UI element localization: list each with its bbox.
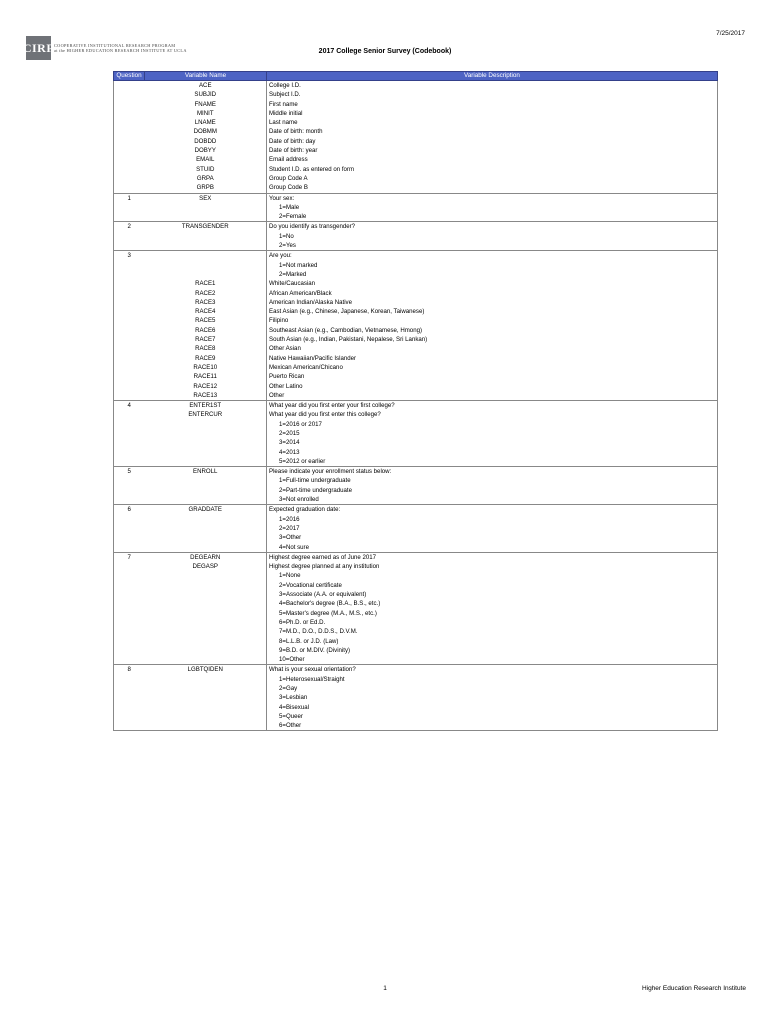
variable-description: Date of birth: month — [269, 128, 323, 136]
variable-name-cell — [145, 251, 267, 401]
response-option: 10=Other — [279, 656, 305, 664]
variable-description: Other Asian — [269, 345, 301, 353]
question-number: 1 — [114, 193, 145, 222]
variable-description: Puerto Rican — [269, 373, 305, 381]
response-option: 1=Not marked — [279, 261, 318, 269]
response-option: 5=2012 or earlier — [279, 457, 326, 465]
variable-name — [145, 515, 267, 524]
response-option: 4=Bisexual — [279, 703, 309, 711]
variable-description: College I.D. — [269, 82, 301, 89]
variable-name-cell — [145, 222, 267, 251]
variable-description: Are you: — [269, 252, 292, 260]
question-number: 7 — [114, 552, 145, 665]
response-option: 2=Marked — [279, 270, 307, 278]
variable-name: TRANSGENDER — [181, 223, 229, 231]
response-option: 2=Yes — [279, 242, 296, 250]
variable-name-cell — [145, 505, 267, 552]
variable-description-cell — [267, 222, 718, 251]
variable-description-cell — [267, 193, 718, 222]
response-option: 7=M.D., D.O., D.D.S., D.V.M. — [279, 628, 358, 636]
variable-name-cell — [145, 193, 267, 222]
response-option: 4=Not sure — [279, 543, 309, 551]
logo-mark: CIRP — [26, 36, 51, 60]
variable-description: What year did you first enter your first college? — [269, 402, 395, 410]
variable-description: Filipino — [269, 317, 289, 325]
response-option: 2=Gay — [279, 685, 298, 692]
response-option: 1=None — [279, 572, 301, 580]
question-group-row — [114, 552, 718, 665]
variable-name — [145, 627, 267, 636]
response-option: 2=2017 — [279, 524, 300, 532]
codebook-table — [113, 71, 718, 731]
variable-name: ACE — [198, 82, 212, 89]
question-number: 4 — [114, 401, 145, 467]
variable-name: ENTER1ST — [189, 402, 222, 410]
response-option: 3=Associate (A.A. or equivalent) — [279, 591, 367, 599]
column-header-question: Question — [114, 72, 145, 81]
response-option: 1=2016 — [279, 515, 300, 523]
response-option: 3=Lesbian — [279, 694, 308, 702]
variable-description: Native Hawaiian/Pacific Islander — [269, 354, 357, 362]
variable-name — [145, 703, 267, 712]
response-option: 3=Not enrolled — [279, 496, 319, 504]
table-header-row — [114, 72, 718, 81]
variable-name — [145, 581, 267, 590]
variable-name: RACE9 — [195, 354, 216, 362]
variable-name: FNAME — [194, 100, 216, 108]
question-group-row — [114, 401, 718, 467]
response-option: 9=B.D. or M.DIV. (Divinity) — [279, 646, 351, 654]
response-option: 2=Vocational certificate — [279, 581, 342, 589]
variable-description: White/Caucasian — [269, 280, 316, 288]
variable-name-cell — [145, 552, 267, 665]
variable-description: Southeast Asian (e.g., Cambodian, Vietnamese, Hmong) — [269, 326, 422, 334]
question-group-row — [114, 251, 718, 401]
variable-description: Student I.D. as entered on form — [269, 165, 355, 173]
variable-description: What year did you first enter this college? — [269, 411, 381, 419]
variable-name: GRPA — [196, 174, 214, 182]
variable-description: Highest degree planned at any institution — [269, 563, 380, 571]
variable-name — [145, 675, 267, 684]
variable-description: Highest degree earned as of June 2017 — [269, 553, 377, 561]
question-group-row — [114, 193, 718, 222]
variable-name: RACE10 — [193, 363, 218, 371]
variable-name: LNAME — [194, 119, 216, 127]
variable-name — [145, 448, 267, 457]
variable-description: Expected graduation date: — [269, 506, 341, 514]
variable-name: RACE7 — [195, 336, 216, 344]
variable-description: Group Code B — [269, 184, 308, 192]
variable-name — [145, 429, 267, 438]
response-option: 6=Ph.D. or Ed.D. — [279, 618, 326, 626]
response-option: 4=2013 — [279, 448, 300, 456]
variable-name: RACE11 — [193, 373, 217, 381]
variable-name — [145, 646, 267, 655]
variable-description: East Asian (e.g., Chinese, Japanese, Korean, Taiwanese) — [269, 308, 425, 316]
variable-name: RACE4 — [195, 308, 216, 316]
variable-name: ENROLL — [193, 468, 218, 476]
response-option: 8=L.L.B. or J.D. (Law) — [279, 637, 339, 645]
variable-name — [145, 486, 267, 495]
variable-description: Please indicate your enrollment status below: — [269, 468, 392, 476]
variable-name: RACE8 — [195, 345, 216, 353]
column-header-variable-name: Variable Name — [145, 72, 267, 81]
variable-name — [145, 212, 267, 221]
response-option: 5=Queer — [279, 712, 303, 720]
response-option: 1=No — [279, 232, 294, 240]
variable-name — [145, 232, 267, 241]
question-number: 8 — [114, 665, 145, 731]
variable-name — [145, 524, 267, 533]
variable-name — [145, 543, 267, 552]
variable-name — [145, 618, 267, 627]
variable-name: STUID — [196, 165, 215, 173]
variable-name: RACE13 — [193, 391, 218, 399]
variable-description: African American/Black — [269, 289, 332, 297]
variable-name: RACE5 — [195, 317, 216, 325]
variable-name: MINIT — [196, 109, 214, 117]
variable-name-cell — [145, 401, 267, 467]
variable-description-cell — [267, 665, 718, 731]
response-option: 1=Heterosexual/Straight — [279, 675, 345, 683]
question-number: 3 — [114, 251, 145, 401]
variable-description-cell — [267, 81, 718, 194]
variable-description: Mexican American/Chicano — [269, 363, 343, 371]
variable-name: DOBDD — [194, 137, 217, 145]
variable-description: Your sex: — [269, 194, 295, 202]
variable-description: Other — [269, 391, 285, 399]
variable-name — [145, 655, 267, 664]
variable-name: RACE2 — [195, 289, 216, 297]
variable-name — [145, 457, 267, 466]
variable-description: Date of birth: year — [269, 147, 318, 155]
print-date: 7/25/2017 — [716, 30, 745, 37]
variable-name: LGBTQIDEN — [187, 666, 223, 674]
variable-name-cell — [145, 467, 267, 505]
variable-name — [145, 684, 267, 693]
question-group-row — [114, 81, 718, 194]
variable-name: GRADDATE — [188, 506, 222, 514]
response-option: 3=2014 — [279, 439, 300, 447]
variable-name — [145, 495, 267, 504]
footer-institution: Higher Education Research Institute — [641, 985, 746, 992]
variable-name: SEX — [199, 194, 212, 202]
question-number: 5 — [114, 467, 145, 505]
variable-name — [145, 251, 267, 260]
variable-description: Other Latino — [269, 382, 303, 390]
variable-name — [145, 270, 267, 279]
response-option: 1=2016 or 2017 — [279, 420, 322, 428]
variable-name — [145, 261, 267, 270]
variable-description: Last name — [269, 119, 298, 127]
table-body — [114, 81, 718, 731]
variable-description: Group Code A — [269, 174, 308, 182]
question-group-row — [114, 505, 718, 552]
response-option: 6=Other — [279, 722, 302, 730]
variable-description: Middle initial — [269, 109, 303, 117]
variable-description: South Asian (e.g., Indian, Pakistani, Nepalese, Sri Lankan) — [269, 336, 428, 344]
question-number: 6 — [114, 505, 145, 552]
variable-name: RACE12 — [193, 382, 218, 390]
variable-name — [145, 609, 267, 618]
variable-name: EMAIL — [196, 156, 215, 164]
variable-description: Subject I.D. — [269, 91, 301, 99]
variable-name-cell — [145, 665, 267, 731]
response-option: 1=Male — [279, 203, 300, 211]
variable-description-cell — [267, 552, 718, 665]
question-group-row — [114, 467, 718, 505]
variable-name — [145, 571, 267, 580]
variable-name: RACE3 — [195, 298, 216, 306]
logo-line-1: COOPERATIVE INSTITUTIONAL RESEARCH PROGRAM — [54, 42, 176, 48]
variable-name — [145, 438, 267, 447]
variable-name — [145, 420, 267, 429]
question-number — [114, 81, 145, 194]
variable-description-cell — [267, 467, 718, 505]
response-option: 5=Master's degree (M.A., M.S., etc.) — [279, 609, 377, 617]
variable-description-cell — [267, 401, 718, 467]
variable-name: DOBMM — [193, 128, 217, 136]
variable-description-cell — [267, 251, 718, 401]
variable-name: DEGASP — [192, 563, 218, 571]
variable-name — [145, 203, 267, 212]
variable-name: DEGEARN — [190, 553, 221, 561]
response-option: 1=Full-time undergraduate — [279, 477, 351, 485]
response-option: 3=Other — [279, 534, 302, 542]
variable-name: SUBJID — [194, 91, 217, 99]
response-option: 2=Female — [279, 213, 307, 221]
variable-name: ENTERCUR — [188, 411, 223, 419]
logo-line-2: at the HIGHER EDUCATION RESEARCH INSTITUTE AT UCLA — [54, 48, 187, 53]
variable-description: What is your sexual orientation? — [269, 666, 356, 674]
question-group-row — [114, 222, 718, 251]
variable-description-cell — [267, 505, 718, 552]
variable-description: Email address — [269, 156, 308, 164]
response-option: 2=Part-time undergraduate — [279, 486, 353, 494]
variable-name — [145, 241, 267, 250]
variable-name — [145, 721, 267, 730]
variable-name — [145, 476, 267, 485]
variable-name: RACE6 — [195, 326, 216, 334]
response-option: 4=Bachelor's degree (B.A., B.S., etc.) — [279, 600, 381, 608]
variable-description: American Indian/Alaska Native — [269, 298, 352, 306]
variable-name — [145, 693, 267, 702]
column-header-variable-description: Variable Description — [267, 72, 718, 81]
variable-name: RACE1 — [195, 280, 216, 288]
variable-name — [145, 599, 267, 608]
response-option: 2=2015 — [279, 429, 300, 437]
variable-description: Do you identify as transgender? — [269, 223, 356, 231]
variable-name-cell — [145, 81, 267, 194]
variable-description: First name — [269, 100, 298, 108]
question-number: 2 — [114, 222, 145, 251]
variable-name — [145, 590, 267, 599]
variable-name: DOBYY — [194, 147, 216, 155]
variable-name — [145, 637, 267, 646]
page-title: 2017 College Senior Survey (Codebook) — [318, 48, 452, 55]
variable-name — [145, 533, 267, 542]
question-group-row — [114, 665, 718, 731]
variable-name: GRPB — [196, 184, 214, 192]
variable-description: Date of birth: day — [269, 137, 316, 145]
variable-name — [145, 712, 267, 721]
page-number: 1 — [383, 985, 387, 992]
